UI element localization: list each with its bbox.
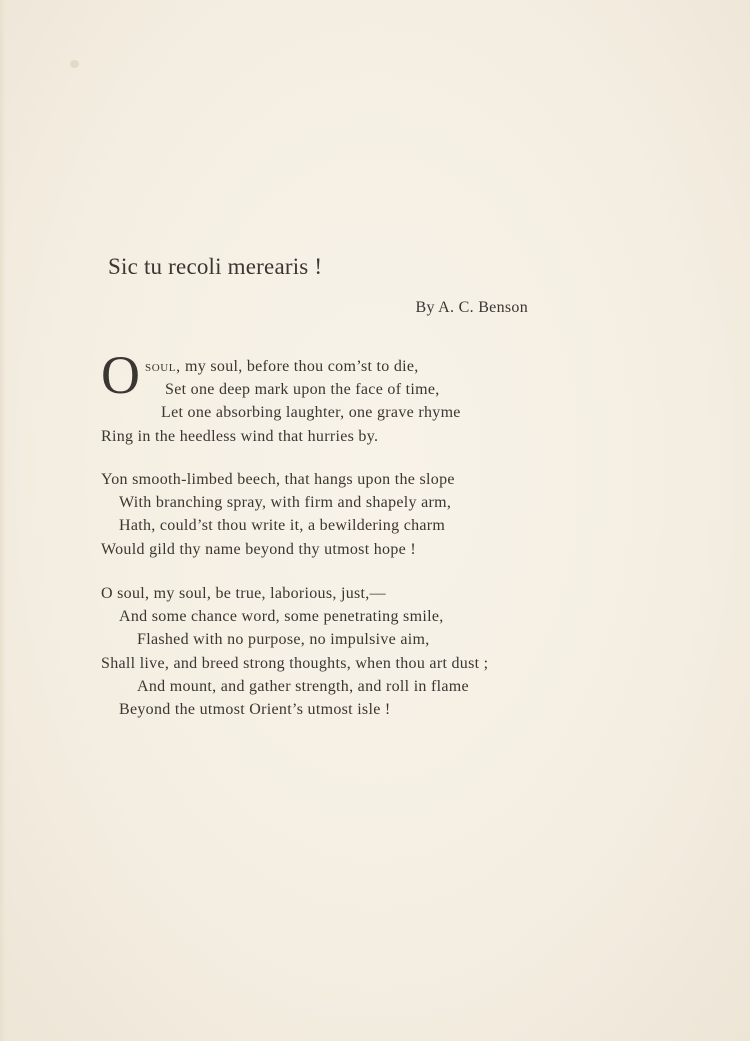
drop-cap-initial: O: [101, 345, 140, 405]
first-line-rest: my soul, before thou com’st to die,: [180, 358, 419, 375]
first-word-small-caps: soul,: [145, 358, 181, 375]
poem-line: Set one deep mark upon the face of time,: [165, 381, 440, 399]
poem-line: Hath, could’st thou write it, a bewildering charm: [119, 517, 446, 535]
poem-line: And mount, and gather strength, and roll in flame: [137, 677, 469, 695]
poem-line: Yon smooth-limbed beech, that hangs upon the slope: [101, 471, 455, 488]
stanza-3: [101, 582, 488, 721]
poem-byline: By A. C. Benson: [415, 299, 528, 316]
stanza-1: [101, 355, 461, 448]
poem-line: Let one absorbing laughter, one grave rhyme: [161, 404, 461, 422]
poem-title: Sic tu recoli merearis !: [108, 254, 323, 279]
poem-line: Would gild thy name beyond thy utmost hope !: [101, 540, 416, 558]
poem-line: And some chance word, some penetrating smile,: [119, 608, 444, 626]
poem-line: Shall live, and breed strong thoughts, when thou art dust ;: [101, 654, 489, 672]
stanza-2: [101, 468, 455, 561]
paper-foxing-spot: [70, 60, 79, 68]
poem-line: Ring in the heedless wind that hurries by.: [101, 427, 379, 445]
poem-line: Beyond the utmost Orient’s utmost isle !: [119, 700, 391, 718]
poem-line: With branching spray, with firm and shapely arm,: [119, 494, 452, 512]
poem-line: Flashed with no purpose, no impulsive aim,: [137, 631, 430, 649]
page-edge-shadow: [0, 0, 6, 1041]
poem-line: [101, 355, 461, 378]
poem-line: O soul, my soul, be true, laborious, just,—: [101, 585, 386, 602]
